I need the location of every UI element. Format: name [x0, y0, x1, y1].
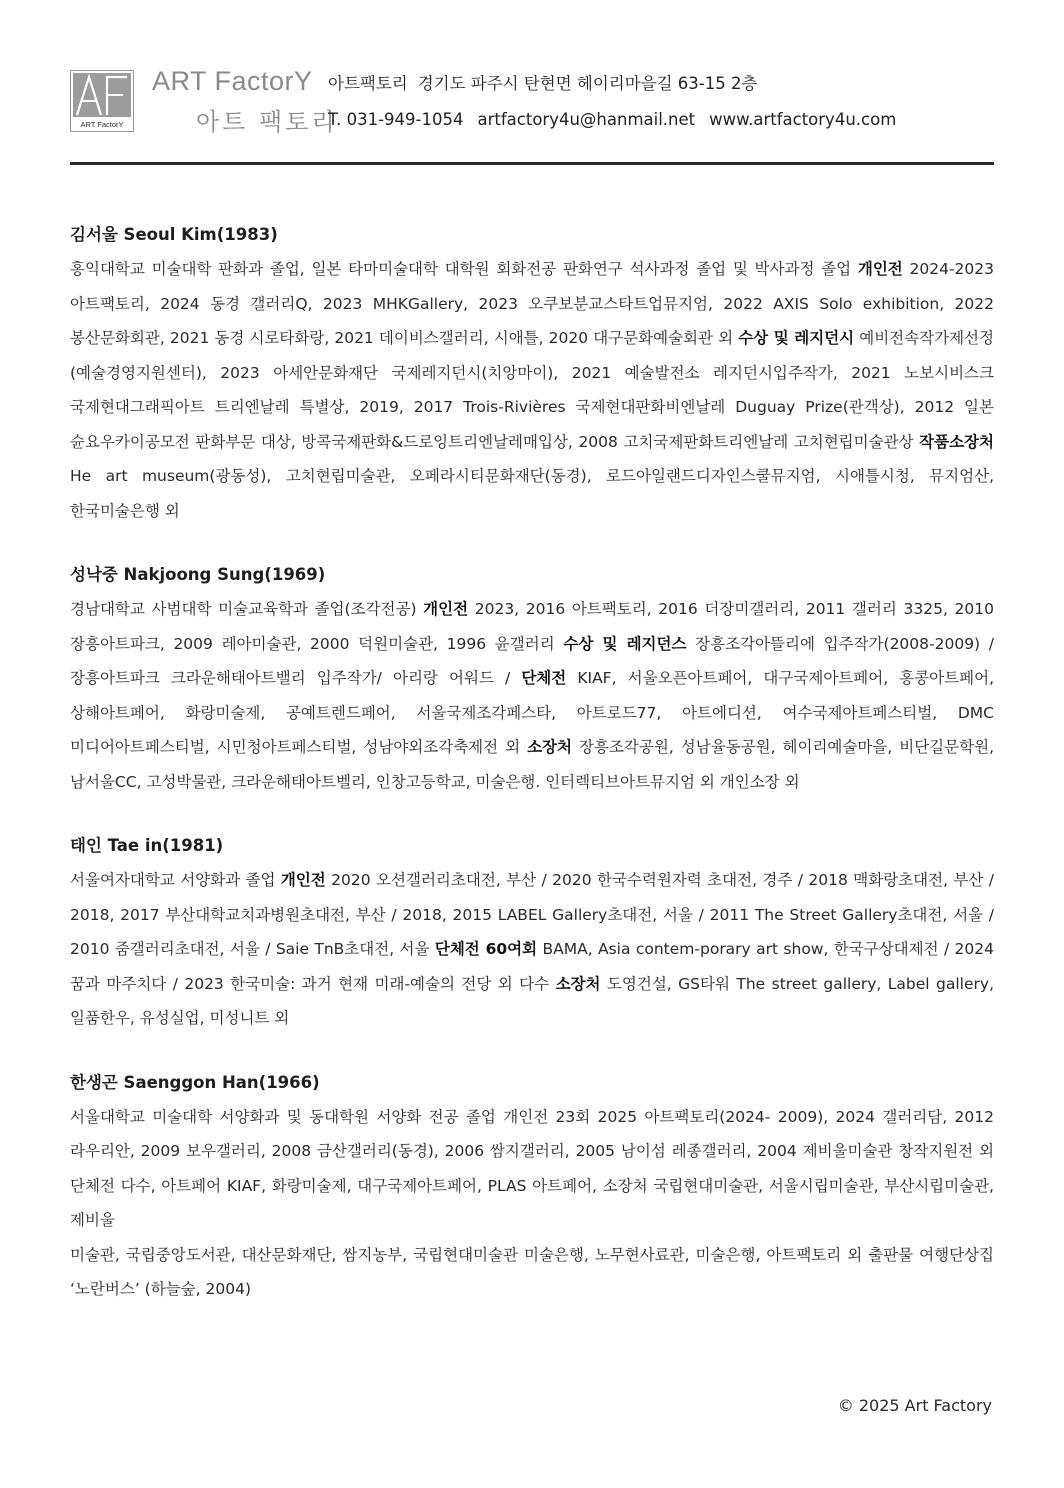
letterhead [70, 68, 994, 134]
artist-name: 한생곤 Saenggon Han(1966) [70, 1072, 320, 1092]
bio-text: 장흥조각공원, 성남율동공원, 헤이리예술마을, 비단길문학원, 남서울CC, 고성박물관, 크라운해태아트벨리, 인창고등학교, 미술은행. 인터렉티브아트뮤지엄 외 개인소장 외 [70, 738, 995, 791]
bio-section-label: 단체전 [521, 669, 567, 687]
bio-text: 2023, 2016 아트팩토리, 2016 더장미갤러리, 2011 갤러리 3325, 2010 장흥아트파크, 2009 레아미술관, 2000 덕원미술관, 1996 윤갤러리 [70, 600, 994, 653]
company-name: 아트팩토리 [328, 74, 408, 93]
copyright: © 2025 Art Factory [837, 1396, 992, 1415]
bio-section-label: 단체전 60여회 [434, 940, 538, 958]
bio-section-label: 수상 및 레지던스 [563, 634, 687, 653]
bio-section-label: 개인전 [857, 260, 903, 278]
artist-bio-continued [70, 1238, 994, 1307]
bio-text: 예비전속작가제선정(예술경영지원센터), 2023 아세안문화재단 국제레지던시(치앙마이), 2021 예술발전소 레지던시입주작가, 2021 노보시비스크 국제현대그래픽아트 트리엔날레 특별상, 2019, 2017 Trois-Rivières 국제현대판화비엔날레 Duguay Prize(관객상), 2012 일본 슌요우카이공모전 판화부문 대상, 방콕국제판화&드로잉트리엔날레매입상, 2008 고치국제판화트리엔날레 고치현립미술관상 [70, 329, 994, 451]
artist-name: 김서울 Seoul Kim(1983) [70, 225, 278, 244]
bio-text: 서울여자대학교 서양화과 졸업 [70, 871, 281, 889]
artist-entry [70, 562, 994, 799]
brand-name-korean: 아트 팩토리 [196, 108, 338, 136]
bio-text: He art museum(광동성), 고치현립미술관, 오페라시티문화재단(동경), 로드아일랜드디자인스쿨뮤지엄, 시애틀시청, 뮤지엄산, 한국미술은행 외 [70, 467, 994, 520]
bio-section-label: 소장처 [527, 738, 572, 756]
bio-text: 미술관, 국립중앙도서관, 대산문화재단, 쌈지농부, 국립현대미술관 미술은행, 노무현사료관, 미술은행, 아트팩토리 외 출판물 여행단상집 ‘노란버스’ (하늘숲, 2004) [70, 1245, 994, 1298]
bio-text: 경남대학교 사범대학 미술교육학과 졸업(조각전공) [70, 600, 424, 618]
bio-section-label: 개인전 [423, 600, 469, 618]
artist-bio [70, 1100, 994, 1238]
bio-text: KIAF, 서울오픈아트페어, 대구국제아트페어, 홍콩아트페어, 상해아트페어, 화랑미술제, 공예트렌드페어, 서울국제조각페스타, 아트로드77, 아트에디션, 여수국제아트페스티벌, DMC 미디어아트페스티벌, 시민청아트페스티벌, 성남야외조각축제전 외 [70, 669, 995, 756]
bio-text: 2024-2023 아트팩토리, 2024 동경 갤러리Q, 2023 MHKGallery, 2023 오쿠보분교스타트업뮤지엄, 2022 AXIS Solo exhibition, 2022 봉산문화회관, 2021 동경 시로타화랑, 2021 데이비스갤러리, 시애틀, 2020 대구문화예술회관 외 [70, 260, 994, 347]
artist-bio [70, 252, 994, 528]
bio-text: 도영건설, GS타워 The street gallery, Label gallery, 일품한우, 유성실업, 미성니트 외 [70, 974, 994, 1027]
contact-line-details [328, 110, 910, 129]
email-link[interactable]: artfactory4u@hanmail.net [477, 110, 696, 129]
phone-number: T. 031-949-1054 [328, 110, 464, 129]
bio-text: 장흥조각아뜰리에 입주작가(2008-2009) / 장흥아트파크 크라운해태아트밸리 입주작가/ 아리랑 어워드 / [70, 634, 995, 687]
artist-bio [70, 592, 994, 799]
artist-name: 성낙중 Nakjoong Sung(1969) [70, 565, 326, 584]
af-monogram-icon [73, 73, 131, 117]
contact-line-address [328, 70, 757, 94]
bio-text: 홍익대학교 미술대학 판화과 졸업, 일본 타마미술대학 대학원 회화전공 판화연구 석사과정 졸업 및 박사과정 졸업 [70, 260, 858, 278]
artist-name: 태인 Tae in(1981) [70, 836, 224, 855]
art-factory-logo [70, 70, 134, 132]
bio-text: BAMA, Asia contem-porary art show, 한국구상대제전 / 2024 꿈과 마주치다 / 2023 한국미술: 과거 현재 미래-예술의 전당 외 다수 [70, 940, 994, 993]
bio-text: 서울대학교 미술대학 서양화과 및 동대학원 서양화 전공 졸업 개인전 23회 2025 아트팩토리(2024- 2009), 2024 갤러리담, 2012 라우리안, 2009 보우갤러리, 2008 금산갤러리(동경), 2006 쌈지갤러리, 2005 남이섬 레종갤러리, 2004 제비울미술관 창작지원전 외 단체전 다수, 아트페어 KIAF, 화랑미술제, 대구국제아트페어, PLAS 아트페어, 소장처 국립현대미술관, 서울시립미술관, 부산시립미술관, 제비울 [70, 1107, 994, 1229]
artist-entry [70, 222, 994, 528]
header-divider [70, 162, 994, 165]
bio-section-label: 소장처 [555, 974, 601, 993]
bio-section-label: 개인전 [280, 871, 326, 889]
artist-bio [70, 863, 994, 1036]
artist-entry [70, 1070, 994, 1307]
logo-caption: ART FactorY [80, 120, 124, 129]
address: 경기도 파주시 탄현면 헤이리마을길 63-15 2층 [417, 74, 758, 93]
bio-text: 2020 오션갤러리초대전, 부산 / 2020 한국수력원자력 초대전, 경주 / 2018 맥화랑초대전, 부산 / 2018, 2017 부산대학교치과병원초대전, 부산 / 2018, 2015 LABEL Gallery초대전, 서울 / 2011 The Street Gallery초대전, 서울 / 2010 줌갤러리초대전, 서울 / Saie TnB초대전, 서울 [70, 871, 994, 958]
bio-section-label: 작품소장처 [919, 432, 994, 451]
bio-section-label: 수상 및 레지던시 [738, 329, 855, 347]
artist-entry [70, 833, 994, 1036]
artist-list [70, 222, 994, 1341]
website-link[interactable]: www.artfactory4u.com [709, 110, 897, 129]
brand-name-english: ART FactorY [152, 66, 313, 96]
